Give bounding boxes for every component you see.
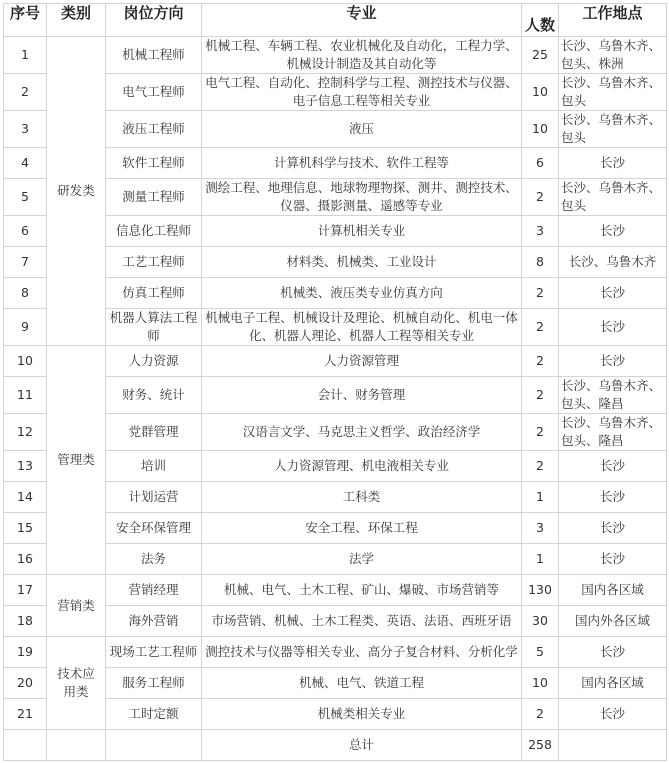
position-cell: 现场工艺工程师 [106, 637, 202, 668]
header-category: 类别 [47, 4, 106, 37]
category-cell: 技术应用类 [47, 637, 106, 730]
major-cell: 机械、电气、土木工程、矿山、爆破、市场营销等 [202, 575, 522, 606]
location-cell [559, 37, 667, 74]
header-major: 专业 [202, 4, 522, 37]
location-text: 长沙、乌鲁木齐、包头 [561, 180, 662, 213]
count-cell: 2 [522, 179, 559, 216]
major-cell: 液压 [202, 111, 522, 148]
table-row [4, 37, 667, 74]
count-cell: 2 [522, 377, 559, 414]
location-text: 长沙 [599, 223, 625, 238]
count-cell: 30 [522, 606, 559, 637]
header-count: 人数 [522, 4, 559, 37]
position-cell: 海外营销 [106, 606, 202, 637]
location-text: 长沙 [599, 319, 625, 334]
count-cell: 2 [522, 278, 559, 309]
recruitment-table [3, 3, 667, 761]
total-position-cell [106, 730, 202, 761]
row-index: 16 [4, 544, 47, 575]
category-cell: 管理类 [47, 346, 106, 575]
location-text: 长沙 [599, 353, 625, 368]
total-location-cell [559, 730, 667, 761]
major-cell: 会计、财务管理 [202, 377, 522, 414]
row-index: 1 [4, 37, 47, 74]
major-cell: 电气工程、自动化、控制科学与工程、测控技术与仪器、电子信息工程等相关专业 [202, 74, 522, 111]
row-index: 18 [4, 606, 47, 637]
row-index: 17 [4, 575, 47, 606]
row-index: 7 [4, 247, 47, 278]
major-cell: 测绘工程、地理信息、地球物理物探、测井、测控技术、仪器、摄影测量、遥感等专业 [202, 179, 522, 216]
major-cell: 计算机相关专业 [202, 216, 522, 247]
major-cell: 汉语言文学、马克思主义哲学、政治经济学 [202, 414, 522, 451]
row-index: 21 [4, 699, 47, 730]
row-index: 20 [4, 668, 47, 699]
major-cell: 机械工程、车辆工程、农业机械化及自动化，工程力学、机械设计制造及其自动化等 [202, 37, 522, 74]
row-index: 4 [4, 148, 47, 179]
location-cell [559, 637, 667, 668]
position-cell: 信息化工程师 [106, 216, 202, 247]
location-text: 国内各区域 [581, 675, 644, 690]
header-position: 岗位方向 [106, 4, 202, 37]
location-text: 长沙 [599, 458, 625, 473]
row-index: 11 [4, 377, 47, 414]
location-text: 长沙 [599, 489, 625, 504]
location-cell [559, 451, 667, 482]
total-count: 258 [522, 730, 559, 761]
location-text: 长沙、乌鲁木齐、包头、隆昌 [561, 378, 662, 411]
position-cell: 液压工程师 [106, 111, 202, 148]
location-text: 长沙、乌鲁木齐 [568, 254, 657, 269]
major-cell: 机械电子工程、机械设计及理论、机械自动化、机电一体化、机器人理论、机器人工程等相关专业 [202, 309, 522, 346]
count-cell: 3 [522, 216, 559, 247]
table-body [4, 37, 667, 730]
location-cell [559, 377, 667, 414]
header-index: 序号 [4, 4, 47, 37]
major-cell: 安全工程、环保工程 [202, 513, 522, 544]
count-cell: 2 [522, 451, 559, 482]
count-cell: 2 [522, 699, 559, 730]
position-cell: 仿真工程师 [106, 278, 202, 309]
location-cell [559, 179, 667, 216]
position-cell: 工时定额 [106, 699, 202, 730]
position-cell: 服务工程师 [106, 668, 202, 699]
row-index: 9 [4, 309, 47, 346]
location-text: 长沙、乌鲁木齐、包头 [561, 75, 662, 108]
location-cell [559, 482, 667, 513]
location-text: 国内外各区域 [574, 613, 650, 628]
major-cell: 测控技术与仪器等相关专业、高分子复合材料、分析化学 [202, 637, 522, 668]
major-cell: 计算机科学与技术、软件工程等 [202, 148, 522, 179]
major-cell: 机械类相关专业 [202, 699, 522, 730]
count-cell: 1 [522, 544, 559, 575]
location-cell [559, 544, 667, 575]
row-index: 5 [4, 179, 47, 216]
location-cell [559, 216, 667, 247]
location-text: 长沙 [599, 706, 625, 721]
major-cell: 法学 [202, 544, 522, 575]
location-cell [559, 668, 667, 699]
position-cell: 法务 [106, 544, 202, 575]
position-cell: 人力资源 [106, 346, 202, 377]
count-cell: 6 [522, 148, 559, 179]
row-index: 15 [4, 513, 47, 544]
count-cell: 2 [522, 309, 559, 346]
row-index: 6 [4, 216, 47, 247]
location-cell [559, 148, 667, 179]
header-location-label: 工作地点 [582, 4, 643, 22]
position-cell: 电气工程师 [106, 74, 202, 111]
location-cell [559, 278, 667, 309]
count-cell: 2 [522, 346, 559, 377]
row-index: 13 [4, 451, 47, 482]
location-text: 长沙、乌鲁木齐、包头 [561, 112, 662, 145]
row-index: 19 [4, 637, 47, 668]
major-cell: 市场营销、机械、土木工程类、英语、法语、西班牙语 [202, 606, 522, 637]
location-cell [559, 346, 667, 377]
count-cell: 130 [522, 575, 559, 606]
row-index: 12 [4, 414, 47, 451]
position-cell: 机械工程师 [106, 37, 202, 74]
table-row [4, 575, 667, 606]
total-category-cell [47, 730, 106, 761]
row-index: 2 [4, 74, 47, 111]
header-location [559, 4, 667, 37]
position-cell: 工艺工程师 [106, 247, 202, 278]
position-cell: 党群管理 [106, 414, 202, 451]
count-cell: 1 [522, 482, 559, 513]
count-cell: 10 [522, 111, 559, 148]
location-text: 长沙、乌鲁木齐、包头、株洲 [561, 38, 662, 71]
major-cell: 材料类、机械类、工业设计 [202, 247, 522, 278]
location-cell [559, 111, 667, 148]
row-index: 14 [4, 482, 47, 513]
total-label: 总计 [202, 730, 522, 761]
category-cell: 研发类 [47, 37, 106, 346]
location-text: 长沙 [599, 551, 625, 566]
position-cell: 测量工程师 [106, 179, 202, 216]
count-cell: 8 [522, 247, 559, 278]
location-cell [559, 247, 667, 278]
location-cell [559, 309, 667, 346]
row-index: 8 [4, 278, 47, 309]
count-cell: 2 [522, 414, 559, 451]
position-cell: 培训 [106, 451, 202, 482]
count-cell: 10 [522, 74, 559, 111]
count-cell: 3 [522, 513, 559, 544]
major-cell: 人力资源管理 [202, 346, 522, 377]
location-text: 长沙 [599, 644, 625, 659]
count-cell: 10 [522, 668, 559, 699]
total-row [4, 730, 667, 761]
location-text: 长沙、乌鲁木齐、包头、隆昌 [561, 415, 662, 448]
location-text: 长沙 [599, 155, 625, 170]
category-cell: 营销类 [47, 575, 106, 637]
location-cell [559, 513, 667, 544]
header-row [4, 4, 667, 37]
location-text: 国内各区域 [581, 582, 644, 597]
major-cell: 机械、电气、铁道工程 [202, 668, 522, 699]
position-cell: 安全环保管理 [106, 513, 202, 544]
position-cell: 软件工程师 [106, 148, 202, 179]
major-cell: 机械类、液压类专业仿真方向 [202, 278, 522, 309]
location-text: 长沙 [599, 285, 625, 300]
location-cell [559, 74, 667, 111]
row-index: 3 [4, 111, 47, 148]
position-cell: 营销经理 [106, 575, 202, 606]
count-cell: 5 [522, 637, 559, 668]
location-cell [559, 414, 667, 451]
row-index: 10 [4, 346, 47, 377]
table-row [4, 346, 667, 377]
position-cell: 机器人算法工程师 [106, 309, 202, 346]
major-cell: 工科类 [202, 482, 522, 513]
table-row [4, 637, 667, 668]
position-cell: 财务、统计 [106, 377, 202, 414]
location-text: 长沙 [599, 520, 625, 535]
position-cell: 计划运营 [106, 482, 202, 513]
major-cell: 人力资源管理、机电液相关专业 [202, 451, 522, 482]
location-cell [559, 575, 667, 606]
location-cell [559, 606, 667, 637]
count-cell: 25 [522, 37, 559, 74]
location-cell [559, 699, 667, 730]
total-index-cell [4, 730, 47, 761]
